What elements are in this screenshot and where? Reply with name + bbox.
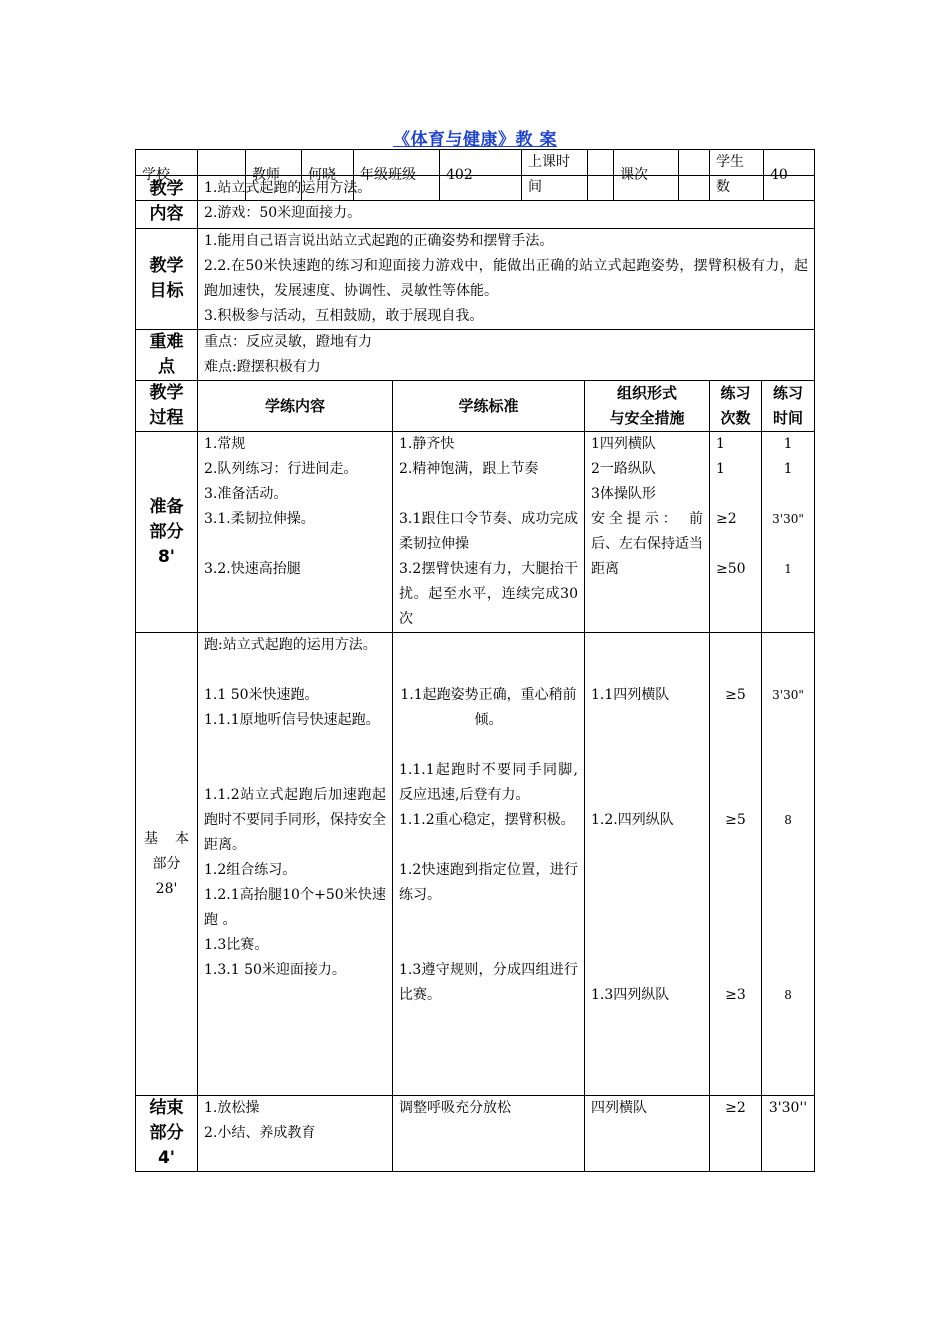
end-row bbox=[136, 1096, 815, 1172]
lesson-label: 课次 bbox=[614, 150, 679, 201]
end-content-2: 2.小结、养成教育 bbox=[204, 1125, 316, 1141]
basic-count bbox=[710, 633, 762, 1096]
col-org-header: 组织形式 与安全措施 bbox=[585, 381, 710, 432]
col-standard-header: 学练标准 bbox=[393, 381, 585, 432]
basic-count-c: ≥3 bbox=[725, 987, 746, 1003]
basic-content-b: 1.1 50米快速跑。 bbox=[204, 687, 319, 703]
basic-time-c: 8 bbox=[784, 988, 792, 1002]
teacher-label: 教师 bbox=[246, 150, 302, 201]
prep-count-6: ≥50 bbox=[716, 561, 746, 577]
content-cell bbox=[198, 176, 815, 229]
prep-time bbox=[762, 432, 815, 633]
basic-org-b: 1.2.四列纵队 bbox=[591, 812, 674, 828]
prep-count-1: 1 bbox=[716, 436, 725, 452]
end-count: ≥2 bbox=[710, 1096, 762, 1172]
prep-standard-5: 3.2摆臂快速有力，大腿抬干扰。起至水平，连续完成30次 bbox=[399, 561, 578, 627]
end-org: 四列横队 bbox=[585, 1096, 710, 1172]
goals-cell bbox=[198, 229, 815, 330]
content-label: 教学 内容 bbox=[136, 176, 198, 229]
goals-line-1: 1.能用自己语言说出站立式起跑的正确姿势和摆臂手法。 bbox=[204, 233, 554, 249]
difficulty-cell bbox=[198, 330, 815, 381]
prep-count-4: ≥2 bbox=[716, 511, 737, 527]
process-header-row bbox=[136, 381, 815, 432]
difficulty-row bbox=[136, 330, 815, 381]
basic-time-a: 3'30" bbox=[772, 688, 804, 702]
basic-standard-a: 1.1起跑姿势正确，重心稍前倾。 bbox=[400, 687, 577, 728]
basic-content bbox=[198, 633, 393, 1096]
col-content-header: 学练内容 bbox=[198, 381, 393, 432]
basic-content-f: 1.2.1高抬腿10个+50米快速跑 。 bbox=[204, 887, 386, 928]
end-standard: 调整呼吸充分放松 bbox=[393, 1096, 585, 1172]
prep-org-4: 安全提示： 前后、左右保持适当距离 bbox=[591, 511, 703, 577]
prep-standard bbox=[393, 432, 585, 633]
col-time-header: 练习 时间 bbox=[762, 381, 815, 432]
basic-org-a: 1.1四列横队 bbox=[591, 687, 670, 703]
difficulty-label: 重难 点 bbox=[136, 330, 198, 381]
prep-org-1: 1四列横队 bbox=[591, 436, 656, 452]
prep-org bbox=[585, 432, 710, 633]
basic-count-b: ≥5 bbox=[725, 812, 746, 828]
key-point: 重点：反应灵敏，蹬地有力 bbox=[204, 334, 372, 350]
prep-time-4: 3'30" bbox=[772, 512, 804, 526]
basic-standard-c: 1.1.2重心稳定，摆臂积极。 bbox=[399, 812, 575, 828]
prep-time-2: 1 bbox=[783, 461, 793, 477]
prep-count bbox=[710, 432, 762, 633]
basic-content-a: 跑:站立式起跑的运用方法。 bbox=[204, 637, 377, 653]
teacher-value: 何晓 bbox=[302, 150, 354, 201]
students-value: 40 bbox=[764, 150, 815, 201]
prep-content-6: 3.2.快速高抬腿 bbox=[204, 561, 301, 577]
class-value: 402 bbox=[440, 150, 522, 201]
prep-org-2: 2一路纵队 bbox=[591, 461, 656, 477]
process-label: 教学 过程 bbox=[136, 381, 198, 432]
col-count-header: 练习 次数 bbox=[710, 381, 762, 432]
prep-content-3: 3.准备活动。 bbox=[204, 486, 288, 502]
basic-standard-e: 1.3遵守规则，分成四组进行比赛。 bbox=[399, 962, 578, 1003]
basic-time-b: 8 bbox=[784, 813, 792, 827]
prep-label: 准备 部分 8' bbox=[136, 432, 198, 633]
goals-label: 教学 目标 bbox=[136, 229, 198, 330]
prep-content-2: 2.队列练习：行进间走。 bbox=[204, 461, 358, 477]
goals-line-3: 3.积极参与活动，互相鼓励，敢于展现自我。 bbox=[204, 308, 484, 324]
prep-standard-2: 2.精神饱满，跟上节奏 bbox=[399, 461, 539, 477]
basic-content-c: 1.1.1原地听信号快速起跑。 bbox=[204, 712, 380, 728]
hard-point: 难点:蹬摆积极有力 bbox=[204, 359, 321, 375]
goals-row bbox=[136, 229, 815, 330]
time-label: 上课时间 bbox=[522, 150, 588, 201]
prep-time-6: 1 bbox=[784, 562, 792, 576]
basic-standard bbox=[393, 633, 585, 1096]
basic-org-c: 1.3四列纵队 bbox=[591, 987, 670, 1003]
class-label: 年级班级 bbox=[354, 150, 440, 201]
end-content-1: 1.放松操 bbox=[204, 1100, 260, 1116]
basic-row bbox=[136, 633, 815, 1096]
prep-standard-4: 3.1跟住口令节奏、成功完成柔韧拉伸操 bbox=[399, 511, 578, 552]
prep-row bbox=[136, 432, 815, 633]
prep-org-3: 3体操队形 bbox=[591, 486, 656, 502]
content-line-1: 1.站立式起跑的运用方法。 bbox=[204, 180, 372, 196]
prep-content-1: 1.常规 bbox=[204, 436, 246, 452]
prep-content-4: 3.1.柔韧拉伸操。 bbox=[204, 511, 315, 527]
page-title: 《体育与健康》教 案 bbox=[393, 130, 557, 150]
end-label: 结束 部分 4' bbox=[136, 1096, 198, 1172]
prep-count-2: 1 bbox=[716, 461, 725, 477]
prep-content bbox=[198, 432, 393, 633]
prep-time-1: 1 bbox=[783, 436, 793, 452]
lesson-body-table bbox=[135, 175, 815, 1172]
basic-content-d: 1.1.2站立式起跑后加速跑起跑时不要同手同形，保持安全距离。 bbox=[204, 787, 386, 853]
content-line-2: 2.游戏：50米迎面接力。 bbox=[204, 205, 362, 221]
basic-count-a: ≥5 bbox=[725, 687, 746, 703]
prep-standard-1: 1.静齐快 bbox=[399, 436, 455, 452]
goals-line-2: 2.2.在50米快速跑的练习和迎面接力游戏中，能做出正确的站立式起跑姿势，摆臂积极有力，起跑加速快，发展速度、协调性、灵敏性等体能。 bbox=[204, 258, 809, 299]
students-label: 学生数 bbox=[710, 150, 764, 201]
basic-org bbox=[585, 633, 710, 1096]
end-time: 3'30'' bbox=[762, 1096, 815, 1172]
basic-time bbox=[762, 633, 815, 1096]
school-label: 学校 bbox=[136, 150, 198, 201]
basic-standard-d: 1.2快速跑到指定位置，进行练习。 bbox=[399, 862, 578, 903]
content-row bbox=[136, 176, 815, 229]
basic-standard-b: 1.1.1起跑时不要同手同脚,反应迅速,后登有力。 bbox=[399, 762, 578, 803]
basic-content-e: 1.2组合练习。 bbox=[204, 862, 297, 878]
end-content bbox=[198, 1096, 393, 1172]
basic-content-g: 1.3比赛。 bbox=[204, 937, 269, 953]
basic-label: 基 本 部分 28' bbox=[136, 633, 198, 1096]
basic-content-h: 1.3.1 50米迎面接力。 bbox=[204, 962, 346, 978]
